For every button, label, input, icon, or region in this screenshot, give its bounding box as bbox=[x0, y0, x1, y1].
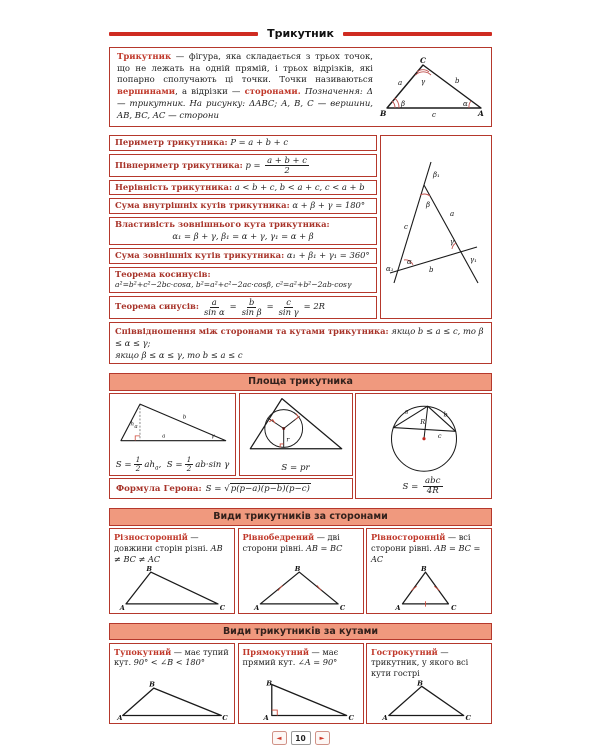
half-fraction-2 bbox=[185, 456, 194, 473]
equilateral-cell bbox=[366, 528, 492, 613]
definition-body-1: — фігура, яка складається з трьох точок, що не лежать на одній прямій, і трьох відрізків, які попарно сполучають ці точки. Точки називаються bbox=[117, 52, 373, 86]
types-by-sides-section bbox=[109, 508, 492, 613]
row-exterior-property bbox=[109, 217, 377, 245]
vertex-a-label: A bbox=[119, 603, 125, 611]
sine-num-c: c bbox=[286, 296, 291, 307]
acute-term: Гострокутний bbox=[371, 646, 438, 657]
vertex-b-label: B bbox=[417, 679, 423, 688]
triangle-height-diagram bbox=[113, 396, 232, 452]
isosceles-term: Рівнобедрений bbox=[242, 532, 315, 543]
obtuse-formula: 90° < ∠B < 180° bbox=[133, 657, 205, 668]
vertex-c-label: C bbox=[347, 714, 354, 722]
side-b-label: b bbox=[182, 414, 187, 421]
equilateral-text bbox=[371, 532, 487, 564]
scalene-term: Різносторонній bbox=[114, 532, 188, 543]
acute-desc: — трикутник, у якого всі кути гострі bbox=[371, 646, 469, 679]
right-text bbox=[243, 647, 359, 669]
cosine-theorem-label: Теорема косинусів: bbox=[115, 268, 211, 279]
circ-side-c-label: c bbox=[437, 431, 442, 440]
semiperimeter-denominator: 2 bbox=[284, 164, 290, 175]
angle-beta-label: β bbox=[401, 100, 406, 109]
f1-lhs: S = bbox=[115, 459, 132, 470]
sides-word: сторонами. bbox=[244, 87, 301, 98]
equilateral-formula: AB = BC = AC bbox=[371, 542, 481, 564]
vertex-a-label: A bbox=[117, 714, 123, 722]
row-interior-sum bbox=[109, 198, 377, 214]
perimeter-formula: P = a + b + c bbox=[230, 137, 289, 148]
formulas-column bbox=[109, 135, 377, 318]
sine-rhs: = 2R bbox=[303, 301, 325, 312]
vertex-c-label: C bbox=[222, 714, 228, 722]
circ-fraction bbox=[423, 477, 442, 496]
vertex-a-label: A bbox=[253, 603, 259, 611]
f2-var: ab·sin γ bbox=[195, 459, 230, 470]
semiperimeter-fraction bbox=[265, 156, 309, 175]
area-grid bbox=[109, 393, 492, 499]
vertex-b-label: B bbox=[265, 679, 272, 688]
ext-alpha-label: α bbox=[407, 257, 412, 266]
reference-page bbox=[109, 27, 492, 745]
row-inequality bbox=[109, 180, 377, 196]
vertex-a-label: A bbox=[263, 714, 269, 722]
circ-den: 4R bbox=[426, 486, 439, 497]
triangle-formulas-table bbox=[109, 135, 492, 318]
by-sides-header: Види трикутників за сторонами bbox=[109, 508, 492, 526]
ext-side-c-label: c bbox=[404, 222, 408, 231]
obtuse-desc: — має тупий кут. bbox=[114, 646, 229, 668]
sine-eq-1: = bbox=[229, 301, 237, 312]
f2-num: 1 bbox=[186, 455, 192, 465]
exterior-property-label: Властивість зовнішнього кута трикутника: bbox=[115, 219, 330, 230]
isosceles-text bbox=[243, 532, 359, 554]
side-b-label: b bbox=[455, 77, 460, 86]
area-cell-incircle bbox=[239, 393, 353, 476]
interior-sum-label: Сума внутрішніх кутів трикутника: bbox=[115, 200, 290, 211]
f1-h-sub: a bbox=[154, 464, 159, 472]
by-angles-header: Види трикутників за кутами bbox=[109, 623, 492, 641]
area-cell-height bbox=[109, 393, 236, 476]
circ-num: abc bbox=[425, 476, 441, 487]
incircle-diagram bbox=[244, 396, 348, 454]
f1-h: h bbox=[149, 459, 155, 470]
obtuse-term: Тупокутний bbox=[114, 646, 172, 657]
right-formula: ∠A = 90° bbox=[297, 657, 338, 668]
ext-beta1-label: β₁ bbox=[433, 170, 440, 179]
angle-gamma-label: γ bbox=[421, 78, 426, 87]
exterior-angles-diagram bbox=[384, 159, 488, 295]
page-number: 10 bbox=[291, 731, 311, 745]
vertex-b-label: B bbox=[380, 109, 387, 119]
area-cell-circumcircle bbox=[355, 393, 492, 499]
relation-line1: якщо b ≤ a ≤ c, то β ≤ α ≤ γ; bbox=[115, 325, 484, 348]
angle-gamma-label: γ bbox=[211, 433, 215, 440]
sine-den-c: sin γ bbox=[278, 306, 299, 317]
area-section bbox=[109, 373, 492, 499]
sine-den-b: sin β bbox=[241, 306, 262, 317]
by-sides-grid bbox=[109, 528, 492, 613]
vertex-b-label: B bbox=[421, 564, 427, 573]
obtuse-triangle bbox=[116, 679, 228, 721]
side-a-label: a bbox=[398, 79, 403, 88]
semiperimeter-numerator: a + b + c bbox=[267, 155, 307, 166]
height-sub-label: a bbox=[134, 424, 138, 431]
cosine-theorem-formula: a²=b²+c²−2bc·cosα, b²=a²+c²−2ac·cosβ, c²=a²+b²−2ab·cosγ bbox=[115, 280, 352, 290]
equilateral-desc: — всі сторони рівні. bbox=[371, 532, 471, 553]
area-incircle-formula: S = pr bbox=[281, 462, 310, 473]
definition-text bbox=[117, 52, 373, 122]
sine-den-a: sin α bbox=[203, 306, 225, 317]
next-page-button[interactable]: ► bbox=[315, 731, 330, 745]
semiperimeter-lhs: p = bbox=[245, 159, 261, 170]
prev-page-button[interactable]: ◄ bbox=[272, 731, 287, 745]
heron-label: Формула Герона: bbox=[116, 483, 202, 494]
f2-den: 2 bbox=[186, 463, 192, 473]
interior-sum-formula: α + β + γ = 180° bbox=[292, 200, 366, 211]
vertex-c-label: C bbox=[465, 714, 471, 722]
obtuse-text bbox=[114, 647, 230, 669]
row-exterior-sum bbox=[109, 248, 377, 264]
page-navigation bbox=[109, 731, 492, 745]
types-by-angles-section bbox=[109, 623, 492, 724]
isosceles-triangle bbox=[245, 565, 357, 611]
circ-formula-lhs: S = bbox=[402, 482, 419, 493]
height-label: h bbox=[130, 421, 135, 428]
vertex-c-label: C bbox=[420, 56, 426, 66]
scalene-cell bbox=[109, 528, 235, 613]
vertex-c-label: C bbox=[219, 603, 226, 611]
ext-alpha1-label: α₁ bbox=[386, 264, 394, 273]
f2-lhs: S = bbox=[166, 459, 183, 470]
circumcircle-diagram bbox=[385, 396, 463, 474]
right-triangle bbox=[245, 679, 357, 721]
title-rule-left bbox=[109, 32, 258, 36]
row-semiperimeter bbox=[109, 154, 377, 177]
ext-side-b-label: b bbox=[429, 265, 434, 274]
acute-text bbox=[371, 647, 487, 679]
area-section-header: Площа трикутника bbox=[109, 373, 492, 391]
half-fraction-1 bbox=[134, 456, 143, 473]
area-circumcircle-formula bbox=[402, 477, 444, 496]
f1-var: a bbox=[144, 459, 150, 470]
f1-den: 2 bbox=[135, 463, 141, 473]
heron-formula bbox=[206, 484, 311, 494]
isosceles-desc: — дві сторони рівні. bbox=[242, 532, 340, 553]
sine-theorem-label: Теорема синусів: bbox=[115, 301, 199, 312]
vertex-a-label: A bbox=[382, 714, 388, 722]
scalene-text bbox=[114, 532, 230, 564]
scalene-triangle bbox=[116, 565, 228, 611]
relation-label: Співвідношення між сторонами та кутами трикутника: bbox=[115, 325, 389, 336]
scalene-desc: — довжини сторін різні. bbox=[114, 532, 211, 553]
exterior-property-formula: α₁ = β + γ, β₁ = α + γ, γ₁ = α + β bbox=[172, 231, 314, 241]
equilateral-triangle bbox=[373, 565, 485, 611]
right-desc: — має прямий кут. bbox=[242, 646, 339, 668]
vertex-b-label: B bbox=[294, 564, 300, 573]
page-title: Трикутник bbox=[267, 27, 334, 40]
inradius-label: r bbox=[285, 436, 289, 444]
vertex-a-label: A bbox=[395, 603, 401, 611]
circ-side-b-label: b bbox=[443, 410, 448, 419]
circ-side-a-label: a bbox=[404, 407, 408, 416]
sine-fraction-a bbox=[204, 298, 225, 317]
sine-eq-2: = bbox=[266, 301, 274, 312]
exterior-sum-formula: α₁ + β₁ + γ₁ = 360° bbox=[286, 249, 370, 260]
vertex-b-label: B bbox=[149, 680, 155, 689]
sine-num-b: b bbox=[248, 296, 255, 307]
sine-num-a: a bbox=[211, 296, 217, 307]
inequality-label: Нерівність трикутника: bbox=[115, 181, 233, 192]
inequality-formula: a < b + c, b < a + c, c < a + b bbox=[234, 181, 365, 192]
isosceles-cell bbox=[238, 528, 364, 613]
ext-side-a-label: a bbox=[450, 209, 455, 218]
row-side-angle-relation bbox=[109, 322, 492, 365]
heron-formula-row bbox=[109, 478, 353, 499]
vertices-word: вершинами bbox=[117, 87, 176, 98]
vertex-b-label: B bbox=[146, 564, 152, 573]
heron-radicand: p(p−a)(p−b)(p−c) bbox=[230, 483, 310, 494]
right-term: Прямокутний bbox=[242, 646, 309, 657]
definition-box bbox=[109, 47, 492, 127]
row-perimeter bbox=[109, 135, 377, 151]
row-sine-theorem bbox=[109, 296, 377, 319]
side-c-label: c bbox=[432, 111, 436, 119]
sine-fraction-c bbox=[279, 298, 299, 317]
ext-gamma1-label: γ₁ bbox=[470, 255, 477, 264]
semiperimeter-label: Півпериметр трикутника: bbox=[115, 159, 243, 170]
sqrt-sign: √ bbox=[224, 483, 230, 494]
isosceles-formula: AB = BC bbox=[305, 542, 343, 553]
row-cosine-theorem bbox=[109, 267, 377, 293]
exterior-angles-diagram-box bbox=[380, 135, 492, 318]
f1-comma: , bbox=[158, 459, 162, 470]
scalene-formula: AB ≠ BC ≠ AC bbox=[114, 542, 223, 564]
obtuse-cell bbox=[109, 643, 235, 724]
base-a-label: a bbox=[162, 433, 166, 440]
heron-lhs: S = bbox=[205, 483, 222, 494]
acute-triangle bbox=[373, 679, 485, 721]
equilateral-term: Рівносторонній bbox=[371, 532, 446, 543]
page-title-bar bbox=[109, 27, 492, 40]
sine-fraction-b bbox=[242, 298, 262, 317]
angle-alpha-label: α bbox=[463, 100, 468, 109]
ext-gamma-label: γ bbox=[450, 237, 455, 246]
circ-radius-label: R bbox=[419, 417, 425, 426]
exterior-sum-label: Сума зовнішніх кутів трикутника: bbox=[115, 249, 285, 260]
f1-num: 1 bbox=[135, 455, 141, 465]
vertex-c-label: C bbox=[339, 603, 345, 611]
right-cell bbox=[238, 643, 364, 724]
ext-beta-label: β bbox=[426, 200, 431, 209]
definition-term: Трикутник bbox=[117, 52, 172, 62]
definition-body-3: Позначення: Δ — трикутник. На рисунку: ΔABC; A, B, C — вершини, AB, BC, AC — сторони bbox=[117, 87, 373, 121]
vertex-a-label: A bbox=[478, 109, 484, 119]
relation-line2: якщо β ≤ α ≤ γ, то b ≤ a ≤ c bbox=[115, 349, 243, 360]
vertex-c-label: C bbox=[451, 603, 457, 611]
perimeter-label: Периметр трикутника: bbox=[115, 137, 228, 148]
area-height-formula bbox=[116, 456, 229, 473]
triangle-abc-diagram bbox=[379, 56, 485, 118]
definition-body-2: , а відрізки — bbox=[175, 87, 245, 98]
title-rule-right bbox=[343, 32, 492, 36]
acute-cell bbox=[366, 643, 492, 724]
by-angles-grid bbox=[109, 643, 492, 724]
